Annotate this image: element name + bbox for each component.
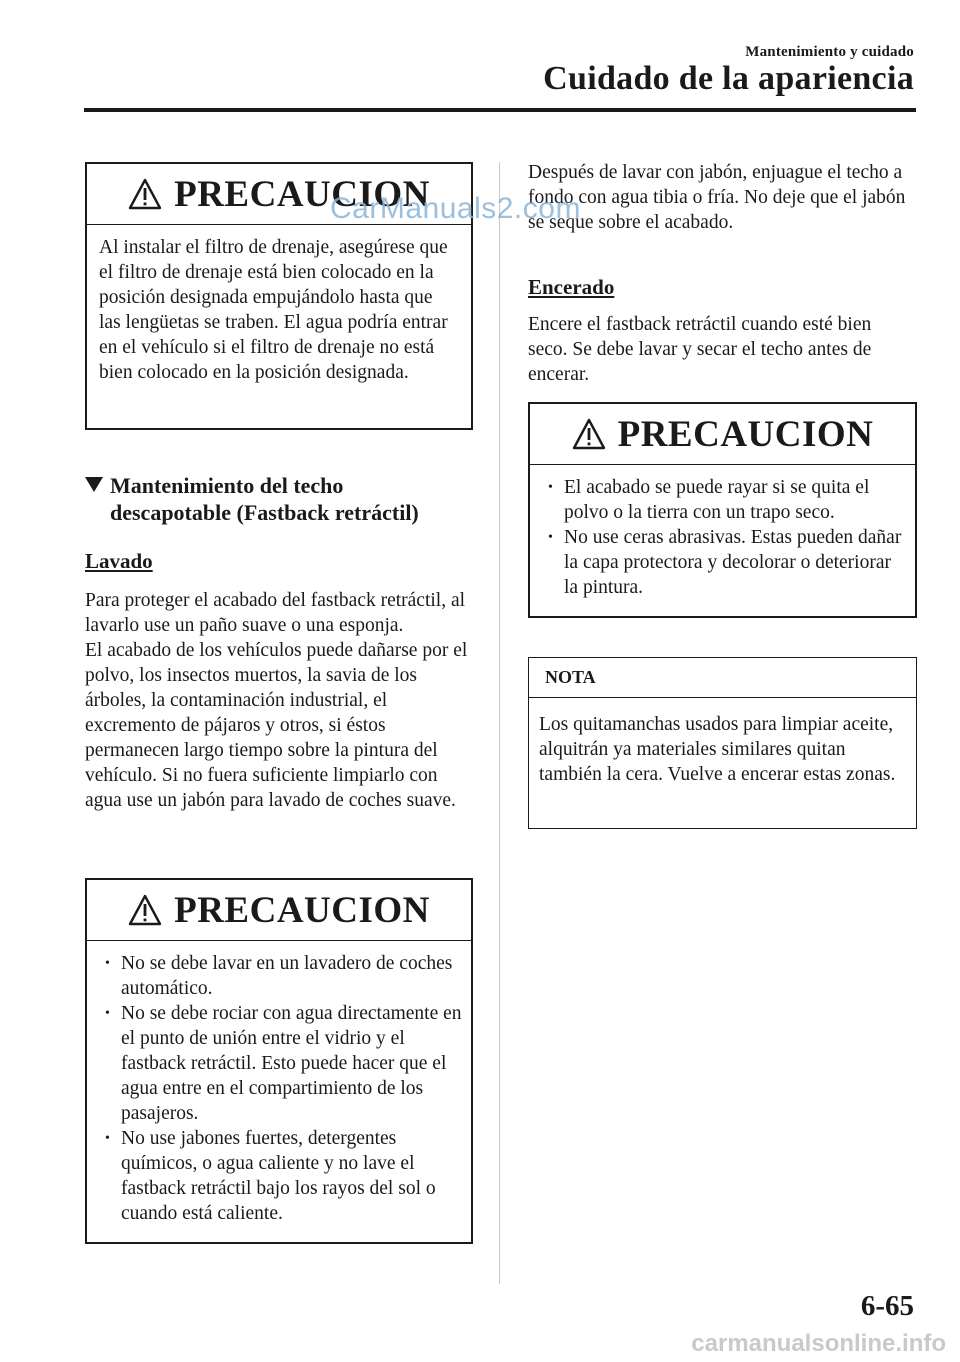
page-number: 6-65 bbox=[860, 1290, 914, 1322]
caution-header bbox=[530, 404, 915, 465]
caution-title: PRECAUCION bbox=[617, 413, 874, 455]
header-chapter: Mantenimiento y cuidado bbox=[745, 44, 914, 60]
caution-title: PRECAUCION bbox=[174, 889, 430, 931]
header-rule bbox=[84, 108, 916, 112]
lavado-heading: Lavado bbox=[85, 549, 153, 573]
lavado-text-1: Para proteger el acabado del fastback retráctil, al lavarlo use un paño suave o una esponja. bbox=[85, 590, 466, 636]
encerado-text: Encere el fastback retráctil cuando esté bien seco. Se debe lavar y secar el techo antes de encerar. bbox=[528, 314, 872, 385]
list-item: • El acabado se puede rayar si se quita el polvo o la tierra con un trapo seco. bbox=[538, 475, 907, 525]
footer-watermark: carmanualsonline.info bbox=[691, 1330, 946, 1357]
encerado-heading: Encerado bbox=[528, 275, 615, 299]
warning-triangle-icon bbox=[128, 178, 162, 210]
caution-title: PRECAUCION bbox=[174, 173, 430, 215]
lavado-paragraphs bbox=[85, 588, 475, 813]
intro-text: Después de lavar con jabón, enjuague el techo a fondo con agua tibia o fría. No deje que el jabón se seque sobre el acabado. bbox=[528, 162, 906, 233]
list-item: • No se debe rociar con agua directamente en el punto de unión entre el vidrio y el fastback retráctil. Esto puede hacer que el agua entre en el compartimiento de los pasajeros. bbox=[95, 1001, 463, 1126]
warning-triangle-icon bbox=[572, 418, 606, 450]
caution-box-washing bbox=[85, 878, 473, 1244]
caution-box-waxing bbox=[528, 402, 917, 618]
triangle-down-icon bbox=[85, 477, 103, 492]
list-item: • No use ceras abrasivas. Estas pueden dañar la capa protectora y decolorar o deteriorar la pintura. bbox=[538, 525, 907, 600]
section-title-line-2: descapotable (Fastback retráctil) bbox=[110, 500, 419, 525]
intro-paragraph bbox=[528, 160, 908, 235]
nota-text: Los quitamanchas usados para limpiar aceite, alquitrán ya materiales similares quitan también la cera. Vuelve a encerar estas zonas. bbox=[539, 714, 896, 785]
page-title: Cuidado de la apariencia bbox=[543, 60, 914, 97]
encerado-paragraph bbox=[528, 312, 908, 387]
list-item: • No se debe lavar en un lavadero de coches automático. bbox=[95, 951, 463, 1001]
nota-box bbox=[528, 657, 917, 829]
column-divider bbox=[499, 162, 500, 1284]
lavado-text-2: El acabado de los vehículos puede dañarse por el polvo, los insectos muertos, la savia de los árboles, la contaminación industrial, el excremento de pájaros y otros, si éstos permanecen largo tiempo sobre la pintura del vehículo. Si no fuera suficiente limpiarlo con agua use un jabón para lavado de coches suave. bbox=[85, 640, 468, 811]
warning-triangle-icon bbox=[128, 894, 162, 926]
caution-list bbox=[95, 951, 463, 1226]
nota-title: NOTA bbox=[529, 658, 916, 698]
section-title-line-1: Mantenimiento del techo bbox=[110, 473, 344, 498]
caution-text: Al instalar el filtro de drenaje, asegúrese que el filtro de drenaje está bien colocado en la posición designada empujándolo hasta que las lengüetas se traben. El agua podría entrar en el vehículo si el filtro de drenaje no está bien colocado en la posición designada. bbox=[99, 237, 448, 383]
caution-header bbox=[87, 880, 471, 941]
section-title bbox=[85, 472, 498, 526]
list-item: • No use jabones fuertes, detergentes químicos, o agua caliente y no lave el fastback retráctil bajo los rayos del sol o cuando está caliente. bbox=[95, 1126, 463, 1226]
watermark: CarManuals2.com bbox=[330, 192, 581, 225]
caution-list bbox=[538, 475, 907, 600]
